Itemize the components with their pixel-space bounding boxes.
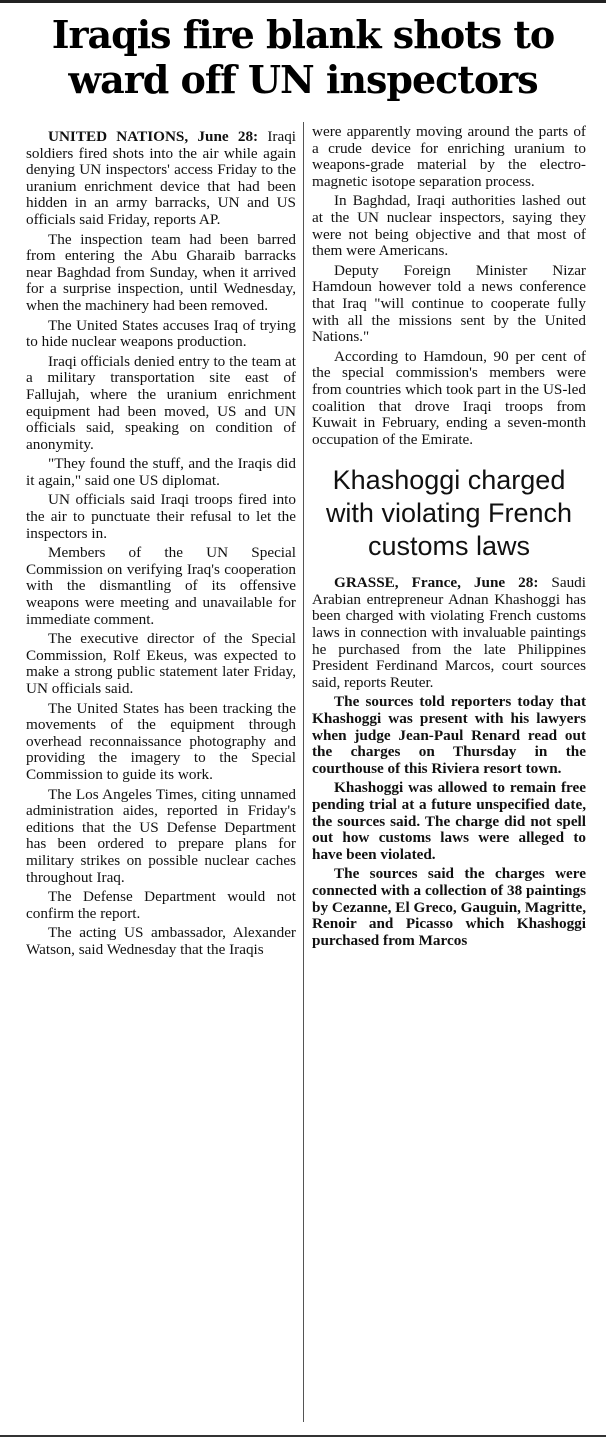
- article-paragraph: UN officials said Iraqi troops fired into the air to punctuate their refusal to let the inspectors in.: [26, 491, 296, 542]
- article-paragraph: The executive director of the Special Commission, Rolf Ekeus, was expected to make a strong public statement later Friday, UN officials said.: [26, 630, 296, 697]
- article-column-right: [312, 124, 586, 949]
- article-paragraph: Members of the UN Special Commission on verifying Iraq's cooperation with the dismantling of its offensive weapons were meeting and unavailable for immediate comment.: [26, 544, 296, 628]
- article-column-left: [26, 126, 296, 959]
- article-paragraph: The Defense Department would not confirm the report.: [26, 888, 296, 922]
- article-paragraph: According to Hamdoun, 90 per cent of the special commission's members were from countries which took part in the US-led coalition that drove Iraqi troops from Kuwait in February, ending a seven-month occupation of the Emirate.: [312, 347, 586, 448]
- article-paragraph: "They found the stuff, and the Iraqis did it again," said one US diplomat.: [26, 455, 296, 489]
- article-paragraph: In Baghdad, Iraqi authorities lashed out at the UN nuclear inspectors, saying they were not being objective and that most of them were Americans.: [312, 192, 586, 260]
- article-paragraph: Iraqi officials denied entry to the team at a military transportation site east of Fallujah, where the uranium enrichment equipment had been moved, US and UN officials said, speaking on condition of anonymity.: [26, 352, 296, 453]
- main-headline: Iraqis fire blank shots to ward off UN inspectors: [51, 12, 555, 102]
- secondary-headline: Khashoggi charged with violating French customs laws: [325, 465, 573, 562]
- article-paragraph: The Los Angeles Times, citing unnamed administration aides, reported in Friday's editions that the US Defense Department has been ordered to prepare plans for military strikes on possible nuclear caches throughout Iraq.: [26, 785, 296, 886]
- article-paragraph: The United States accuses Iraq of trying to hide nuclear weapons production.: [26, 316, 296, 351]
- article-paragraph: The inspection team had been barred from entering the Abu Gharaib barracks near Baghdad from Sunday, when it arrived for a surprise inspection, until Wednesday, when the machinery had been removed.: [26, 230, 296, 314]
- article-paragraph: GRASSE, France, June 28: Saudi Arabian entrepreneur Adnan Khashoggi has been charged with violating French customs laws in connection with invaluable paintings he purchased from the late Philippines President Ferdinand Marcos, court sources said, reports Reuter.: [312, 574, 586, 691]
- article-paragraph: Deputy Foreign Minister Nizar Hamdoun however told a news conference that Iraq "will continue to cooperate fully with all the missions sent by the United Nations.": [312, 261, 586, 346]
- article-paragraph: The sources said the charges were connected with a collection of 38 paintings by Cezanne, El Greco, Gauguin, Magritte, Renoir and Picasso which Khashoggi purchased from Marcos: [312, 865, 586, 949]
- bottom-rule: [0, 1435, 606, 1437]
- article-paragraph: The United States has been tracking the movements of the equipment through overhead reconnaissance photography and providing the imagery to the Special Commission to guide its work.: [26, 699, 296, 783]
- column-divider: [303, 122, 304, 1422]
- article-paragraph: The acting US ambassador, Alexander Watson, said Wednesday that the Iraqis: [26, 924, 296, 958]
- top-rule: [0, 0, 606, 3]
- article-paragraph: Khashoggi was allowed to remain free pending trial at a future unspecified date, the sources said. The charge did not spell out how customs laws were alleged to have been violated.: [312, 779, 586, 863]
- article-paragraph: The sources told reporters today that Khashoggi was present with his lawyers when judge Jean-Paul Renard read out the charges on Thursday in the courthouse of this Riviera resort town.: [312, 693, 586, 777]
- dateline: UNITED NATIONS, June 28:: [48, 128, 259, 145]
- article-paragraph: UNITED NATIONS, June 28: Iraqi soldiers fired shots into the air while again denying UN inspectors' access Friday to the uranium enrichment device that had been hidden in an army barracks, UN and US officials said Friday, reports AP.: [26, 128, 297, 228]
- dateline: GRASSE, France, June 28:: [334, 574, 539, 592]
- article-paragraph: were apparently moving around the parts of a crude device for enriching uranium to weapons-grade material by the electro-magnetic isotope separation process.: [312, 123, 586, 190]
